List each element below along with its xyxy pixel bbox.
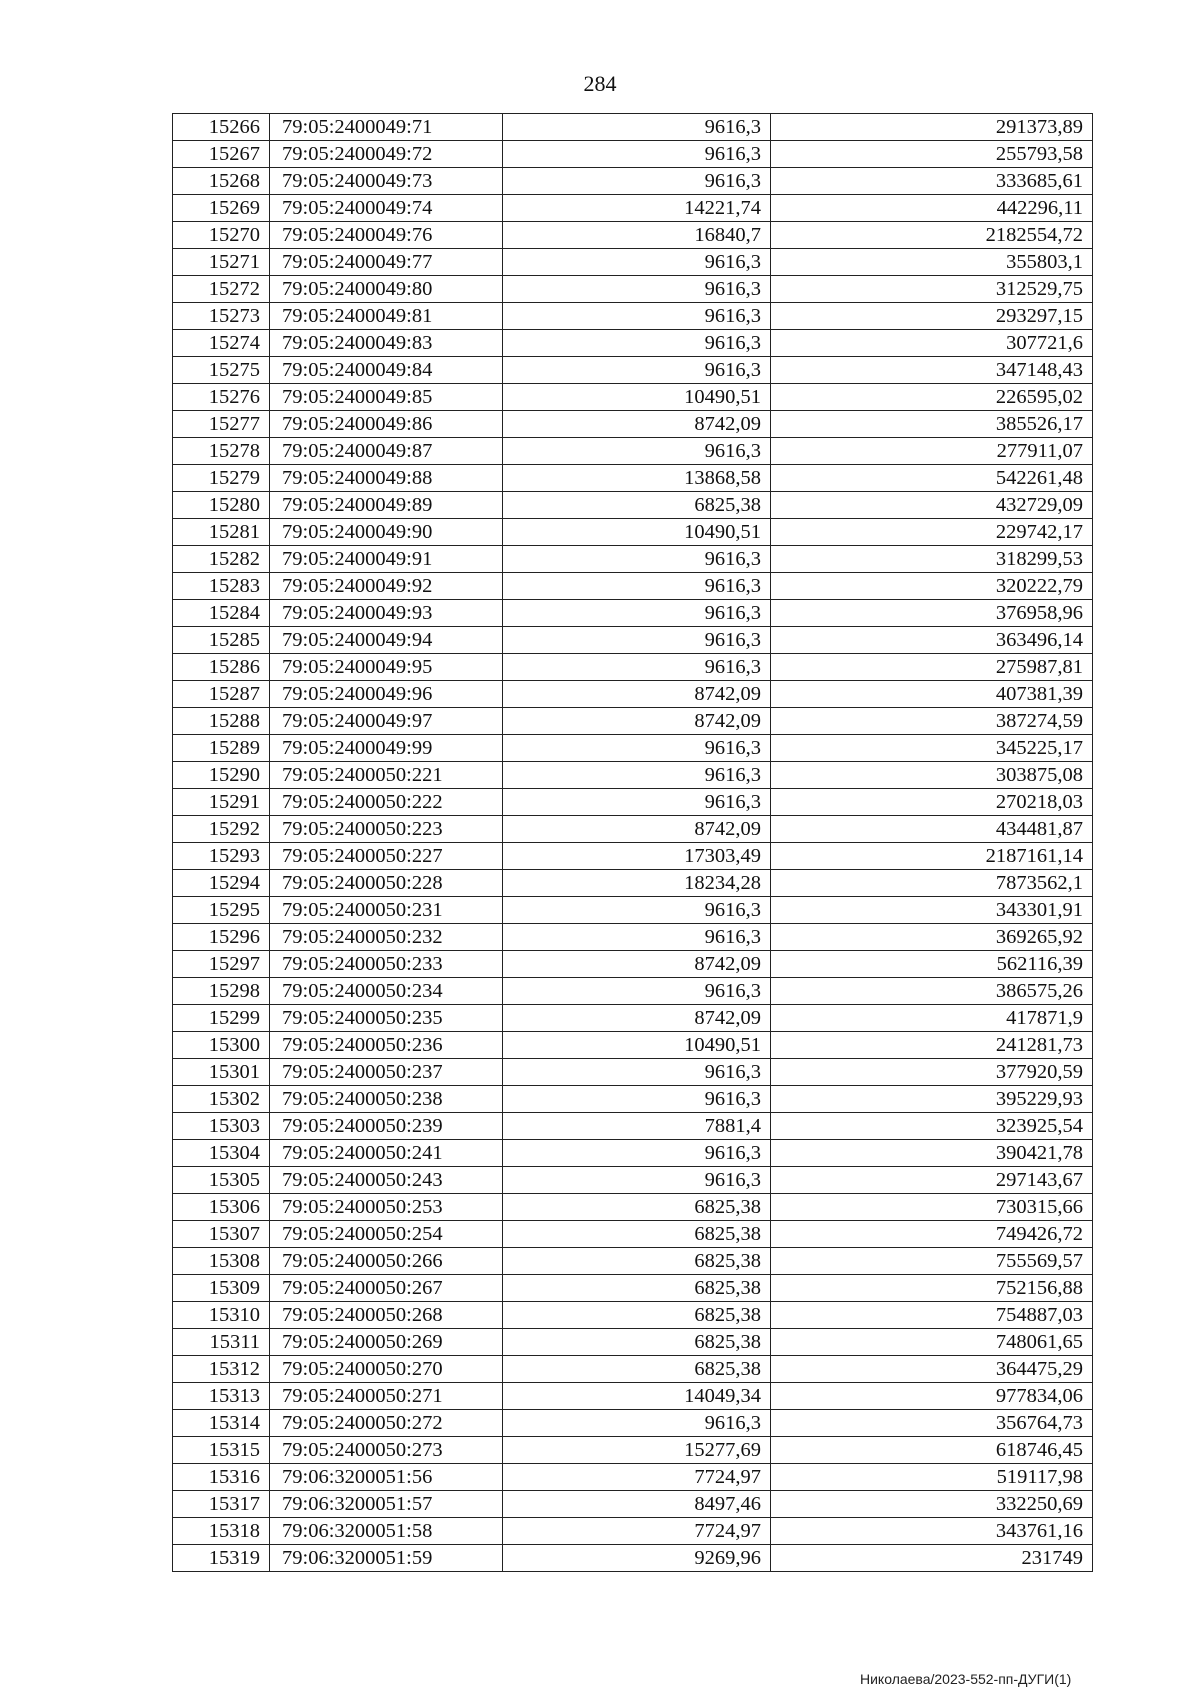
- table-row: [173, 438, 1093, 465]
- cadastral-number-cell: 79:05:2400050:272: [270, 1410, 503, 1437]
- row-number-cell: 15306: [173, 1194, 270, 1221]
- table-row: [173, 330, 1093, 357]
- value-cell: 385526,17: [771, 411, 1093, 438]
- table-row: [173, 1005, 1093, 1032]
- table-row: [173, 1032, 1093, 1059]
- table-row: [173, 789, 1093, 816]
- page-number: 284: [583, 71, 617, 96]
- table-row: [173, 681, 1093, 708]
- row-number-cell: 15282: [173, 546, 270, 573]
- area-cell: 9616,3: [503, 573, 771, 600]
- area-cell: 9616,3: [503, 438, 771, 465]
- value-cell: 377920,59: [771, 1059, 1093, 1086]
- row-number-cell: 15314: [173, 1410, 270, 1437]
- cadastral-number-cell: 79:05:2400050:254: [270, 1221, 503, 1248]
- area-cell: 8742,09: [503, 708, 771, 735]
- table-row: [173, 870, 1093, 897]
- value-cell: 369265,92: [771, 924, 1093, 951]
- value-cell: 241281,73: [771, 1032, 1093, 1059]
- cadastral-table-container: [172, 113, 1093, 1572]
- value-cell: 442296,11: [771, 195, 1093, 222]
- area-cell: 18234,28: [503, 870, 771, 897]
- table-row: [173, 816, 1093, 843]
- cadastral-number-cell: 79:05:2400049:74: [270, 195, 503, 222]
- cadastral-number-cell: 79:05:2400049:97: [270, 708, 503, 735]
- cadastral-number-cell: 79:05:2400050:267: [270, 1275, 503, 1302]
- value-cell: 2182554,72: [771, 222, 1093, 249]
- value-cell: 333685,61: [771, 168, 1093, 195]
- row-number-cell: 15293: [173, 843, 270, 870]
- cadastral-number-cell: 79:06:3200051:56: [270, 1464, 503, 1491]
- cadastral-number-cell: 79:05:2400050:233: [270, 951, 503, 978]
- cadastral-number-cell: 79:05:2400050:228: [270, 870, 503, 897]
- area-cell: 9616,3: [503, 303, 771, 330]
- row-number-cell: 15281: [173, 519, 270, 546]
- area-cell: 6825,38: [503, 1221, 771, 1248]
- row-number-cell: 15292: [173, 816, 270, 843]
- cadastral-number-cell: 79:05:2400050:235: [270, 1005, 503, 1032]
- row-number-cell: 15267: [173, 141, 270, 168]
- row-number-cell: 15298: [173, 978, 270, 1005]
- cadastral-number-cell: 79:05:2400050:231: [270, 897, 503, 924]
- area-cell: 9616,3: [503, 654, 771, 681]
- cadastral-number-cell: 79:05:2400049:71: [270, 114, 503, 141]
- cadastral-number-cell: 79:05:2400050:239: [270, 1113, 503, 1140]
- cadastral-number-cell: 79:05:2400050:273: [270, 1437, 503, 1464]
- table-row: [173, 1194, 1093, 1221]
- row-number-cell: 15295: [173, 897, 270, 924]
- row-number-cell: 15311: [173, 1329, 270, 1356]
- table-row: [173, 168, 1093, 195]
- row-number-cell: 15287: [173, 681, 270, 708]
- cadastral-number-cell: 79:05:2400049:83: [270, 330, 503, 357]
- value-cell: 434481,87: [771, 816, 1093, 843]
- cadastral-number-cell: 79:06:3200051:57: [270, 1491, 503, 1518]
- cadastral-number-cell: 79:05:2400050:268: [270, 1302, 503, 1329]
- row-number-cell: 15289: [173, 735, 270, 762]
- table-row: [173, 1059, 1093, 1086]
- cadastral-number-cell: 79:05:2400049:81: [270, 303, 503, 330]
- area-cell: 7724,97: [503, 1518, 771, 1545]
- value-cell: 270218,03: [771, 789, 1093, 816]
- area-cell: 6825,38: [503, 1248, 771, 1275]
- area-cell: 9616,3: [503, 168, 771, 195]
- row-number-cell: 15268: [173, 168, 270, 195]
- area-cell: 7881,4: [503, 1113, 771, 1140]
- area-cell: 9616,3: [503, 600, 771, 627]
- cadastral-number-cell: 79:05:2400050:232: [270, 924, 503, 951]
- row-number-cell: 15312: [173, 1356, 270, 1383]
- row-number-cell: 15307: [173, 1221, 270, 1248]
- row-number-cell: 15297: [173, 951, 270, 978]
- table-row: [173, 762, 1093, 789]
- area-cell: 9616,3: [503, 330, 771, 357]
- row-number-cell: 15279: [173, 465, 270, 492]
- area-cell: 15277,69: [503, 1437, 771, 1464]
- cadastral-number-cell: 79:06:3200051:58: [270, 1518, 503, 1545]
- table-row: [173, 654, 1093, 681]
- cadastral-number-cell: 79:05:2400049:77: [270, 249, 503, 276]
- table-row: [173, 573, 1093, 600]
- cadastral-number-cell: 79:05:2400049:76: [270, 222, 503, 249]
- value-cell: 387274,59: [771, 708, 1093, 735]
- row-number-cell: 15309: [173, 1275, 270, 1302]
- row-number-cell: 15296: [173, 924, 270, 951]
- area-cell: 9616,3: [503, 735, 771, 762]
- area-cell: 10490,51: [503, 519, 771, 546]
- value-cell: 754887,03: [771, 1302, 1093, 1329]
- table-row: [173, 519, 1093, 546]
- cadastral-number-cell: 79:05:2400049:88: [270, 465, 503, 492]
- cadastral-number-cell: 79:05:2400049:89: [270, 492, 503, 519]
- cadastral-number-cell: 79:05:2400049:85: [270, 384, 503, 411]
- cadastral-number-cell: 79:05:2400050:270: [270, 1356, 503, 1383]
- cadastral-number-cell: 79:06:3200051:59: [270, 1545, 503, 1572]
- area-cell: 9616,3: [503, 249, 771, 276]
- row-number-cell: 15301: [173, 1059, 270, 1086]
- row-number-cell: 15299: [173, 1005, 270, 1032]
- row-number-cell: 15294: [173, 870, 270, 897]
- cadastral-number-cell: 79:05:2400049:80: [270, 276, 503, 303]
- table-row: [173, 114, 1093, 141]
- value-cell: 749426,72: [771, 1221, 1093, 1248]
- cadastral-number-cell: 79:05:2400049:96: [270, 681, 503, 708]
- table-body: [173, 114, 1093, 1572]
- area-cell: 6825,38: [503, 1302, 771, 1329]
- area-cell: 9616,3: [503, 114, 771, 141]
- cadastral-number-cell: 79:05:2400050:241: [270, 1140, 503, 1167]
- row-number-cell: 15300: [173, 1032, 270, 1059]
- table-row: [173, 1113, 1093, 1140]
- cadastral-number-cell: 79:05:2400049:72: [270, 141, 503, 168]
- table-row: [173, 1329, 1093, 1356]
- cadastral-number-cell: 79:05:2400050:227: [270, 843, 503, 870]
- value-cell: 748061,65: [771, 1329, 1093, 1356]
- value-cell: 752156,88: [771, 1275, 1093, 1302]
- area-cell: 14049,34: [503, 1383, 771, 1410]
- row-number-cell: 15315: [173, 1437, 270, 1464]
- cadastral-number-cell: 79:05:2400049:73: [270, 168, 503, 195]
- value-cell: 332250,69: [771, 1491, 1093, 1518]
- value-cell: 312529,75: [771, 276, 1093, 303]
- area-cell: 6825,38: [503, 1275, 771, 1302]
- cadastral-number-cell: 79:05:2400049:91: [270, 546, 503, 573]
- value-cell: 562116,39: [771, 951, 1093, 978]
- area-cell: 9616,3: [503, 789, 771, 816]
- area-cell: 10490,51: [503, 1032, 771, 1059]
- cadastral-number-cell: 79:05:2400050:243: [270, 1167, 503, 1194]
- row-number-cell: 15276: [173, 384, 270, 411]
- table-row: [173, 1464, 1093, 1491]
- row-number-cell: 15285: [173, 627, 270, 654]
- cadastral-number-cell: 79:05:2400050:223: [270, 816, 503, 843]
- cadastral-number-cell: 79:05:2400050:234: [270, 978, 503, 1005]
- table-row: [173, 222, 1093, 249]
- row-number-cell: 15273: [173, 303, 270, 330]
- value-cell: 355803,1: [771, 249, 1093, 276]
- row-number-cell: 15305: [173, 1167, 270, 1194]
- area-cell: 10490,51: [503, 384, 771, 411]
- value-cell: 303875,08: [771, 762, 1093, 789]
- table-row: [173, 951, 1093, 978]
- row-number-cell: 15270: [173, 222, 270, 249]
- area-cell: 9616,3: [503, 978, 771, 1005]
- row-number-cell: 15283: [173, 573, 270, 600]
- value-cell: 323925,54: [771, 1113, 1093, 1140]
- value-cell: 432729,09: [771, 492, 1093, 519]
- table-row: [173, 303, 1093, 330]
- cadastral-number-cell: 79:05:2400049:87: [270, 438, 503, 465]
- area-cell: 9616,3: [503, 357, 771, 384]
- row-number-cell: 15284: [173, 600, 270, 627]
- area-cell: 8742,09: [503, 411, 771, 438]
- table-row: [173, 735, 1093, 762]
- row-number-cell: 15310: [173, 1302, 270, 1329]
- value-cell: 390421,78: [771, 1140, 1093, 1167]
- value-cell: 318299,53: [771, 546, 1093, 573]
- area-cell: 9616,3: [503, 1140, 771, 1167]
- table-row: [173, 195, 1093, 222]
- cadastral-number-cell: 79:05:2400050:253: [270, 1194, 503, 1221]
- value-cell: 255793,58: [771, 141, 1093, 168]
- table-row: [173, 141, 1093, 168]
- cadastral-number-cell: 79:05:2400049:90: [270, 519, 503, 546]
- table-row: [173, 276, 1093, 303]
- area-cell: 16840,7: [503, 222, 771, 249]
- cadastral-number-cell: 79:05:2400049:95: [270, 654, 503, 681]
- cadastral-number-cell: 79:05:2400050:236: [270, 1032, 503, 1059]
- row-number-cell: 15288: [173, 708, 270, 735]
- cadastral-number-cell: 79:05:2400050:237: [270, 1059, 503, 1086]
- area-cell: 9616,3: [503, 1167, 771, 1194]
- table-row: [173, 978, 1093, 1005]
- row-number-cell: 15271: [173, 249, 270, 276]
- area-cell: 8742,09: [503, 681, 771, 708]
- value-cell: 977834,06: [771, 1383, 1093, 1410]
- table-row: [173, 465, 1093, 492]
- table-row: [173, 1275, 1093, 1302]
- row-number-cell: 15286: [173, 654, 270, 681]
- row-number-cell: 15319: [173, 1545, 270, 1572]
- area-cell: 6825,38: [503, 492, 771, 519]
- table-row: [173, 627, 1093, 654]
- row-number-cell: 15318: [173, 1518, 270, 1545]
- area-cell: 9616,3: [503, 1410, 771, 1437]
- table-row: [173, 1437, 1093, 1464]
- area-cell: 9616,3: [503, 897, 771, 924]
- value-cell: 275987,81: [771, 654, 1093, 681]
- area-cell: 9616,3: [503, 1086, 771, 1113]
- area-cell: 6825,38: [503, 1329, 771, 1356]
- table-row: [173, 924, 1093, 951]
- cadastral-number-cell: 79:05:2400050:269: [270, 1329, 503, 1356]
- table-row: [173, 1491, 1093, 1518]
- value-cell: 364475,29: [771, 1356, 1093, 1383]
- value-cell: 417871,9: [771, 1005, 1093, 1032]
- area-cell: 8742,09: [503, 951, 771, 978]
- value-cell: 730315,66: [771, 1194, 1093, 1221]
- area-cell: 9616,3: [503, 276, 771, 303]
- cadastral-number-cell: 79:05:2400050:221: [270, 762, 503, 789]
- row-number-cell: 15278: [173, 438, 270, 465]
- row-number-cell: 15304: [173, 1140, 270, 1167]
- table-row: [173, 1167, 1093, 1194]
- area-cell: 6825,38: [503, 1356, 771, 1383]
- row-number-cell: 15274: [173, 330, 270, 357]
- area-cell: 9616,3: [503, 762, 771, 789]
- cadastral-number-cell: 79:05:2400049:93: [270, 600, 503, 627]
- cadastral-number-cell: 79:05:2400050:271: [270, 1383, 503, 1410]
- row-number-cell: 15313: [173, 1383, 270, 1410]
- area-cell: 9616,3: [503, 1059, 771, 1086]
- table-row: [173, 1410, 1093, 1437]
- value-cell: 293297,15: [771, 303, 1093, 330]
- table-row: [173, 897, 1093, 924]
- row-number-cell: 15308: [173, 1248, 270, 1275]
- area-cell: 9616,3: [503, 627, 771, 654]
- area-cell: 8497,46: [503, 1491, 771, 1518]
- area-cell: 9616,3: [503, 924, 771, 951]
- cadastral-number-cell: 79:05:2400049:92: [270, 573, 503, 600]
- cadastral-table: [172, 113, 1093, 1572]
- row-number-cell: 15316: [173, 1464, 270, 1491]
- row-number-cell: 15302: [173, 1086, 270, 1113]
- value-cell: 231749: [771, 1545, 1093, 1572]
- table-row: [173, 1221, 1093, 1248]
- table-row: [173, 546, 1093, 573]
- table-row: [173, 1140, 1093, 1167]
- row-number-cell: 15275: [173, 357, 270, 384]
- value-cell: 277911,07: [771, 438, 1093, 465]
- cadastral-number-cell: 79:05:2400050:266: [270, 1248, 503, 1275]
- value-cell: 307721,6: [771, 330, 1093, 357]
- value-cell: 363496,14: [771, 627, 1093, 654]
- table-row: [173, 1518, 1093, 1545]
- row-number-cell: 15303: [173, 1113, 270, 1140]
- area-cell: 9616,3: [503, 141, 771, 168]
- cadastral-number-cell: 79:05:2400049:84: [270, 357, 503, 384]
- row-number-cell: 15291: [173, 789, 270, 816]
- value-cell: 291373,89: [771, 114, 1093, 141]
- row-number-cell: 15266: [173, 114, 270, 141]
- footer-note: Николаева/2023-552-пп-ДУГИ(1): [860, 1671, 1072, 1687]
- value-cell: 343301,91: [771, 897, 1093, 924]
- cadastral-number-cell: 79:05:2400049:86: [270, 411, 503, 438]
- value-cell: 343761,16: [771, 1518, 1093, 1545]
- area-cell: 8742,09: [503, 816, 771, 843]
- value-cell: 407381,39: [771, 681, 1093, 708]
- table-row: [173, 1302, 1093, 1329]
- table-row: [173, 1248, 1093, 1275]
- value-cell: 320222,79: [771, 573, 1093, 600]
- value-cell: 395229,93: [771, 1086, 1093, 1113]
- row-number-cell: 15317: [173, 1491, 270, 1518]
- value-cell: 345225,17: [771, 735, 1093, 762]
- area-cell: 6825,38: [503, 1194, 771, 1221]
- cadastral-number-cell: 79:05:2400050:222: [270, 789, 503, 816]
- value-cell: 297143,67: [771, 1167, 1093, 1194]
- table-row: [173, 600, 1093, 627]
- area-cell: 7724,97: [503, 1464, 771, 1491]
- table-row: [173, 708, 1093, 735]
- area-cell: 9269,96: [503, 1545, 771, 1572]
- value-cell: 386575,26: [771, 978, 1093, 1005]
- value-cell: 7873562,1: [771, 870, 1093, 897]
- value-cell: 226595,02: [771, 384, 1093, 411]
- value-cell: 356764,73: [771, 1410, 1093, 1437]
- value-cell: 542261,48: [771, 465, 1093, 492]
- table-row: [173, 1545, 1093, 1572]
- table-row: [173, 384, 1093, 411]
- area-cell: 17303,49: [503, 843, 771, 870]
- value-cell: 519117,98: [771, 1464, 1093, 1491]
- area-cell: 13868,58: [503, 465, 771, 492]
- table-row: [173, 1383, 1093, 1410]
- table-row: [173, 1356, 1093, 1383]
- row-number-cell: 15277: [173, 411, 270, 438]
- table-row: [173, 357, 1093, 384]
- row-number-cell: 15269: [173, 195, 270, 222]
- area-cell: 9616,3: [503, 546, 771, 573]
- table-row: [173, 843, 1093, 870]
- row-number-cell: 15280: [173, 492, 270, 519]
- row-number-cell: 15290: [173, 762, 270, 789]
- area-cell: 8742,09: [503, 1005, 771, 1032]
- table-row: [173, 249, 1093, 276]
- table-row: [173, 1086, 1093, 1113]
- table-row: [173, 411, 1093, 438]
- cadastral-number-cell: 79:05:2400049:94: [270, 627, 503, 654]
- value-cell: 2187161,14: [771, 843, 1093, 870]
- area-cell: 14221,74: [503, 195, 771, 222]
- cadastral-number-cell: 79:05:2400050:238: [270, 1086, 503, 1113]
- value-cell: 376958,96: [771, 600, 1093, 627]
- row-number-cell: 15272: [173, 276, 270, 303]
- table-row: [173, 492, 1093, 519]
- value-cell: 229742,17: [771, 519, 1093, 546]
- value-cell: 618746,45: [771, 1437, 1093, 1464]
- value-cell: 347148,43: [771, 357, 1093, 384]
- cadastral-number-cell: 79:05:2400049:99: [270, 735, 503, 762]
- value-cell: 755569,57: [771, 1248, 1093, 1275]
